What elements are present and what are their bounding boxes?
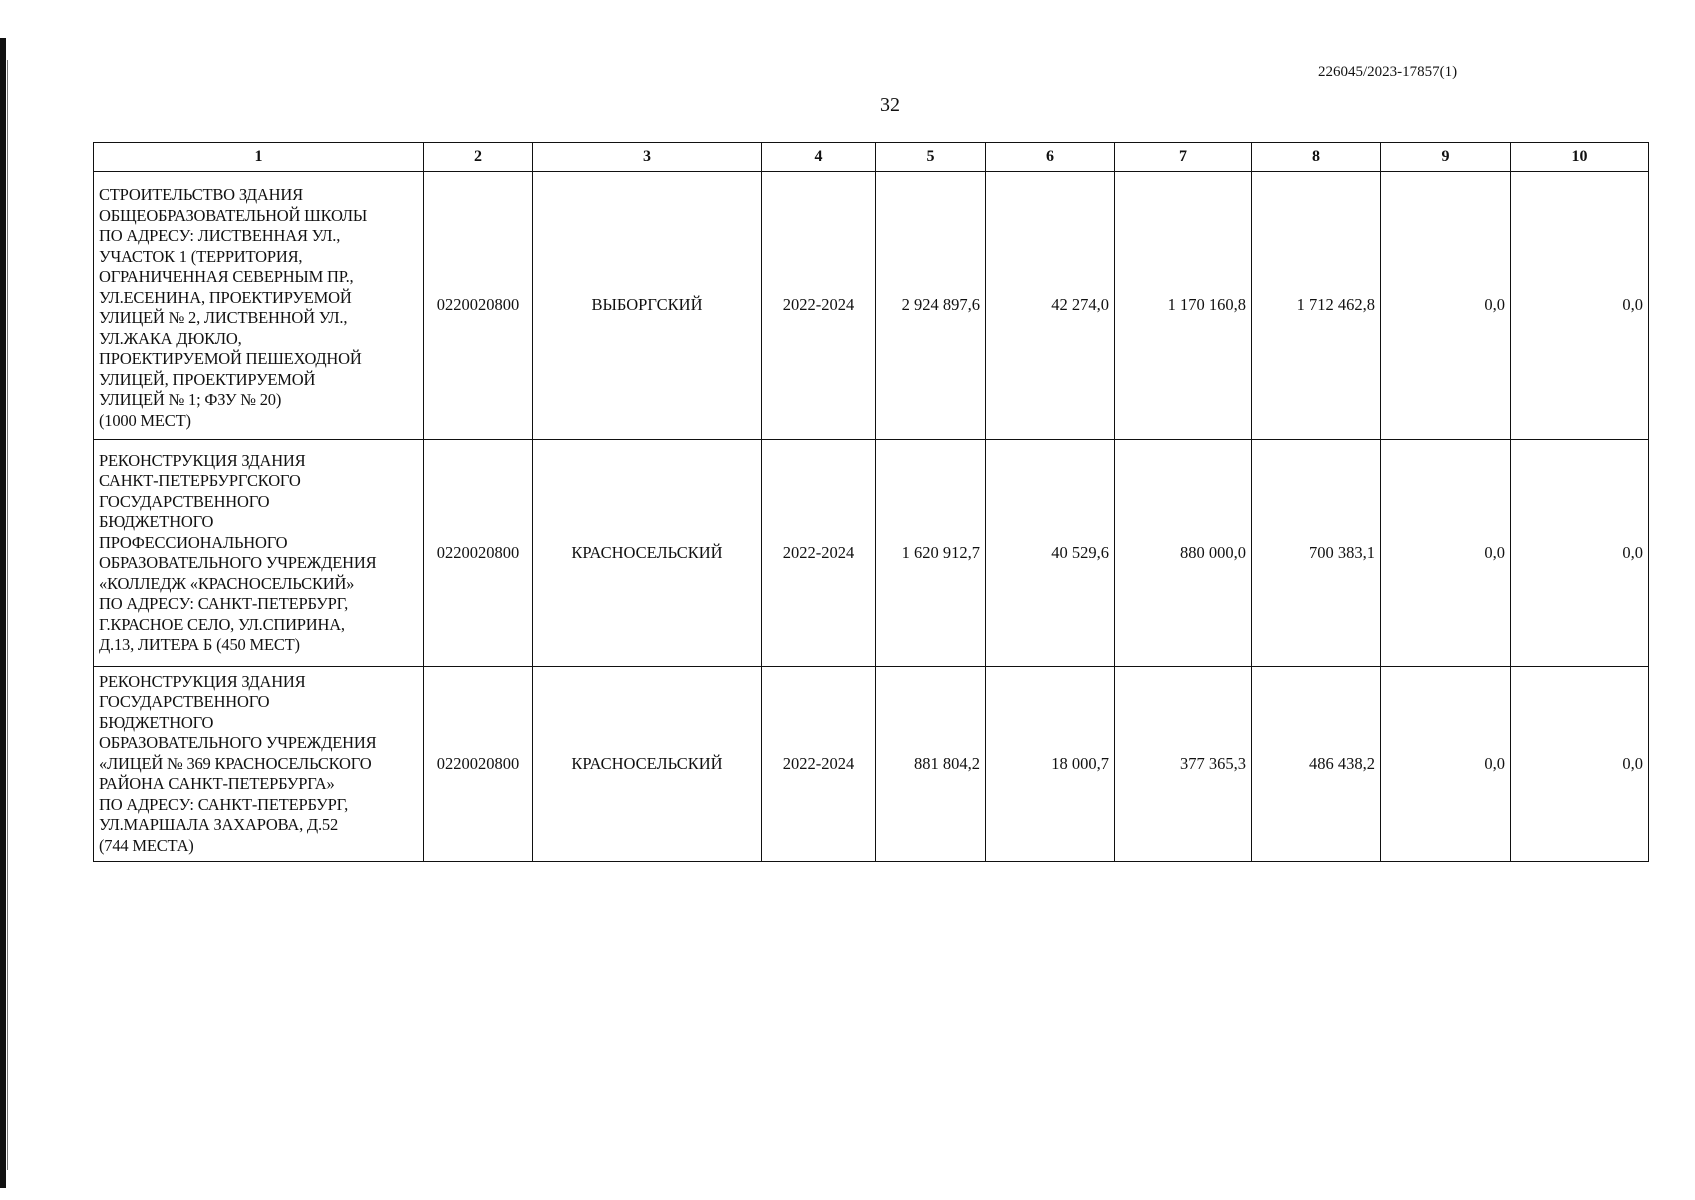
object-name-line: СТРОИТЕЛЬСТВО ЗДАНИЯ bbox=[99, 185, 303, 204]
value-cell-9: 0,0 bbox=[1381, 172, 1511, 440]
value-cell-8: 486 438,2 bbox=[1252, 667, 1381, 862]
object-name-line: ОБРАЗОВАТЕЛЬНОГО УЧРЕЖДЕНИЯ bbox=[99, 553, 377, 572]
object-name-line: Г.КРАСНОЕ СЕЛО, УЛ.СПИРИНА, bbox=[99, 614, 345, 634]
object-name-line: УЛ.ЖАКА ДЮКЛО, bbox=[99, 328, 242, 348]
column-header-9: 9 bbox=[1381, 143, 1511, 172]
code-cell: 0220020800 bbox=[424, 667, 533, 862]
value-cell-9: 0,0 bbox=[1381, 667, 1511, 862]
period-cell: 2022-2024 bbox=[762, 440, 876, 667]
value-cell-9: 0,0 bbox=[1381, 440, 1511, 667]
column-header-5: 5 bbox=[876, 143, 986, 172]
object-name-line: ГОСУДАРСТВЕННОГО bbox=[99, 692, 270, 712]
budget-table bbox=[93, 142, 1649, 862]
object-name-line: ОГРАНИЧЕННАЯ СЕВЕРНЫМ ПР., bbox=[99, 267, 354, 286]
object-name-line: УЛИЦЕЙ № 1; ФЗУ № 20) bbox=[99, 390, 282, 409]
table-row bbox=[94, 667, 1649, 862]
object-name-line: ПРОФЕССИОНАЛЬНОГО bbox=[99, 532, 288, 552]
object-name-cell bbox=[94, 667, 424, 862]
value-cell-5: 2 924 897,6 bbox=[876, 172, 986, 440]
period-cell: 2022-2024 bbox=[762, 667, 876, 862]
value-cell-10: 0,0 bbox=[1511, 172, 1649, 440]
value-cell-5: 1 620 912,7 bbox=[876, 440, 986, 667]
page-number: 32 bbox=[880, 94, 900, 116]
column-header-6: 6 bbox=[986, 143, 1115, 172]
object-name-line: ПО АДРЕСУ: САНКТ-ПЕТЕРБУРГ, bbox=[99, 794, 349, 814]
object-name-line: Д.13, ЛИТЕРА Б (450 МЕСТ) bbox=[99, 635, 300, 654]
period-cell: 2022-2024 bbox=[762, 172, 876, 440]
object-name-line: УЛИЦЕЙ № 2, ЛИСТВЕННОЙ УЛ., bbox=[99, 308, 348, 327]
object-name-line: ПРОЕКТИРУЕМОЙ ПЕШЕХОДНОЙ bbox=[99, 349, 362, 368]
table-header-row bbox=[94, 143, 1649, 172]
document-number: 226045/2023-17857(1) bbox=[1318, 64, 1458, 80]
column-header-7: 7 bbox=[1115, 143, 1252, 172]
code-cell: 0220020800 bbox=[424, 172, 533, 440]
object-name-line: ОБЩЕОБРАЗОВАТЕЛЬНОЙ ШКОЛЫ bbox=[99, 205, 368, 225]
district-cell: КРАСНОСЕЛЬСКИЙ bbox=[533, 667, 762, 862]
object-name-line: «ЛИЦЕЙ № 369 КРАСНОСЕЛЬСКОГО bbox=[99, 753, 372, 773]
value-cell-7: 880 000,0 bbox=[1115, 440, 1252, 667]
object-name-line: (744 МЕСТА) bbox=[99, 835, 194, 855]
table-row bbox=[94, 172, 1649, 440]
object-name-line: УЛ.ЕСЕНИНА, ПРОЕКТИРУЕМОЙ bbox=[99, 287, 352, 307]
column-header-10: 10 bbox=[1511, 143, 1649, 172]
table-row bbox=[94, 440, 1649, 667]
value-cell-8: 1 712 462,8 bbox=[1252, 172, 1381, 440]
object-name-line: РЕКОНСТРУКЦИЯ ЗДАНИЯ bbox=[99, 671, 306, 691]
object-name-line: УЧАСТОК 1 (ТЕРРИТОРИЯ, bbox=[99, 246, 303, 266]
object-name-line: БЮДЖЕТНОГО bbox=[99, 512, 214, 531]
object-name-line: БЮДЖЕТНОГО bbox=[99, 712, 214, 732]
value-cell-6: 42 274,0 bbox=[986, 172, 1115, 440]
value-cell-6: 18 000,7 bbox=[986, 667, 1115, 862]
value-cell-5: 881 804,2 bbox=[876, 667, 986, 862]
scan-left-edge bbox=[0, 38, 6, 1188]
column-header-2: 2 bbox=[424, 143, 533, 172]
object-name-cell bbox=[94, 440, 424, 667]
column-header-1: 1 bbox=[94, 143, 424, 172]
code-cell: 0220020800 bbox=[424, 440, 533, 667]
object-name-line: УЛ.МАРШАЛА ЗАХАРОВА, Д.52 bbox=[99, 815, 339, 835]
district-cell: КРАСНОСЕЛЬСКИЙ bbox=[533, 440, 762, 667]
value-cell-8: 700 383,1 bbox=[1252, 440, 1381, 667]
object-name-line: РАЙОНА САНКТ-ПЕТЕРБУРГА» bbox=[99, 774, 335, 794]
column-header-4: 4 bbox=[762, 143, 876, 172]
scan-left-edge-line bbox=[7, 60, 8, 1170]
object-name-line: «КОЛЛЕДЖ «КРАСНОСЕЛЬСКИЙ» bbox=[99, 573, 355, 593]
object-name-line: САНКТ-ПЕТЕРБУРГСКОГО bbox=[99, 471, 301, 490]
object-name-line: ПО АДРЕСУ: САНКТ-ПЕТЕРБУРГ, bbox=[99, 594, 349, 613]
value-cell-7: 377 365,3 bbox=[1115, 667, 1252, 862]
district-cell: ВЫБОРГСКИЙ bbox=[533, 172, 762, 440]
value-cell-10: 0,0 bbox=[1511, 440, 1649, 667]
column-header-8: 8 bbox=[1252, 143, 1381, 172]
object-name-cell bbox=[94, 172, 424, 440]
object-name-line: РЕКОНСТРУКЦИЯ ЗДАНИЯ bbox=[99, 450, 306, 470]
value-cell-7: 1 170 160,8 bbox=[1115, 172, 1252, 440]
object-name-line: ПО АДРЕСУ: ЛИСТВЕННАЯ УЛ., bbox=[99, 226, 341, 245]
object-name-line: (1000 МЕСТ) bbox=[99, 410, 191, 430]
object-name-line: УЛИЦЕЙ, ПРОЕКТИРУЕМОЙ bbox=[99, 369, 316, 389]
object-name-line: ОБРАЗОВАТЕЛЬНОГО УЧРЕЖДЕНИЯ bbox=[99, 733, 377, 753]
value-cell-6: 40 529,6 bbox=[986, 440, 1115, 667]
object-name-line: ГОСУДАРСТВЕННОГО bbox=[99, 491, 270, 511]
column-header-3: 3 bbox=[533, 143, 762, 172]
value-cell-10: 0,0 bbox=[1511, 667, 1649, 862]
